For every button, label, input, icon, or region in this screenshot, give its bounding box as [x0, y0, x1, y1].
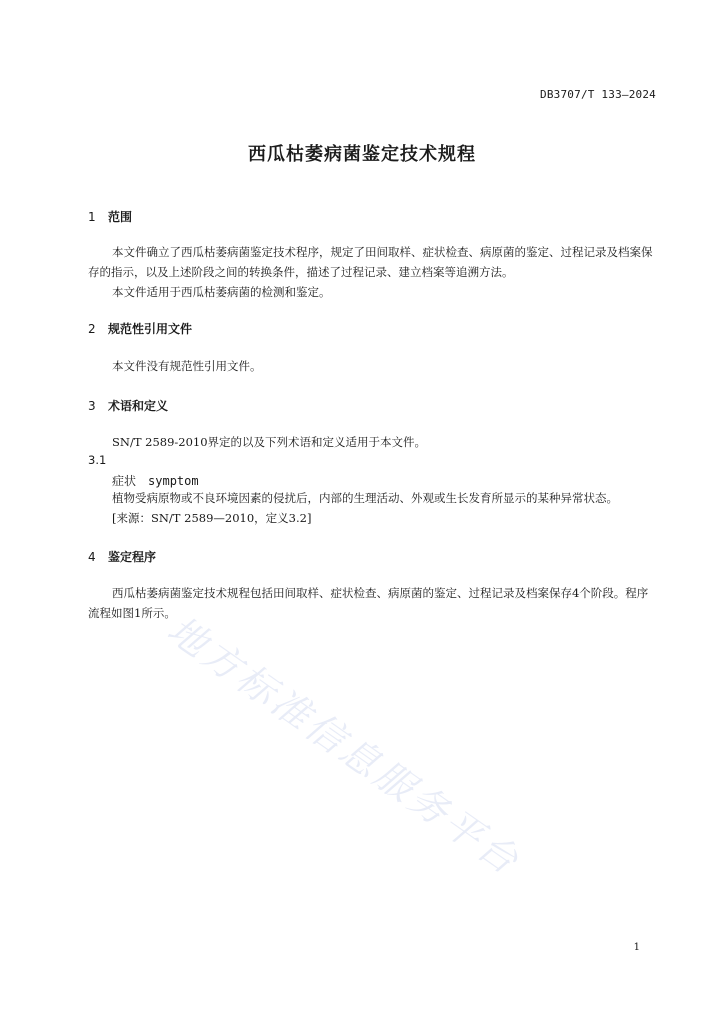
term-source: [来源：SN/T 2589—2010，定义3.2] [112, 511, 312, 525]
section-paragraph: 本文件没有规范性引用文件。 [112, 359, 262, 373]
term-chinese: 症状 [112, 474, 137, 488]
section-title: 鉴定程序 [108, 550, 157, 564]
section-title: 术语和定义 [108, 399, 169, 413]
term-entry [112, 472, 199, 489]
section-title: 范围 [108, 210, 133, 224]
section-heading-normative-references [88, 320, 192, 337]
section-title: 规范性引用文件 [108, 322, 193, 336]
section-number: 1 [88, 210, 96, 224]
standard-code: DB3707/T 133—2024 [540, 88, 656, 101]
section-paragraph: 本文件确立了西瓜枯萎病菌鉴定技术程序，规定了田间取样、症状检查、病原菌的鉴定、过程记录及档案保存的指示，以及上述阶段之间的转换条件，描述了过程记录、建立档案等追溯方法。 [88, 245, 653, 279]
section-heading-procedure [88, 548, 156, 565]
term-english: symptom [148, 474, 199, 488]
section-paragraph: 本文件适用于西瓜枯萎病菌的检测和鉴定。 [112, 285, 331, 299]
section-number: 4 [88, 550, 96, 564]
page-number: 1 [633, 942, 640, 953]
section-heading-terms-definitions [88, 397, 168, 414]
document-title: 西瓜枯萎病菌鉴定技术规程 [248, 144, 476, 165]
section-paragraph: 西瓜枯萎病菌鉴定技术规程包括田间取样、症状检查、病原菌的鉴定、过程记录及档案保存4个阶段。程序流程如图1所示。 [88, 586, 649, 620]
section-number: 3 [88, 399, 96, 413]
section-heading-scope [88, 208, 132, 225]
term-definition: 植物受病原物或不良环境因素的侵扰后，内部的生理活动、外观或生长发育所显示的某种异常状态。 [112, 491, 618, 505]
section-number: 2 [88, 322, 96, 336]
section-paragraph: SN/T 2589-2010界定的以及下列术语和定义适用于本文件。 [112, 435, 427, 449]
watermark: 地方标准信息服务平台 [159, 607, 529, 885]
term-number: 3.1 [88, 453, 107, 467]
